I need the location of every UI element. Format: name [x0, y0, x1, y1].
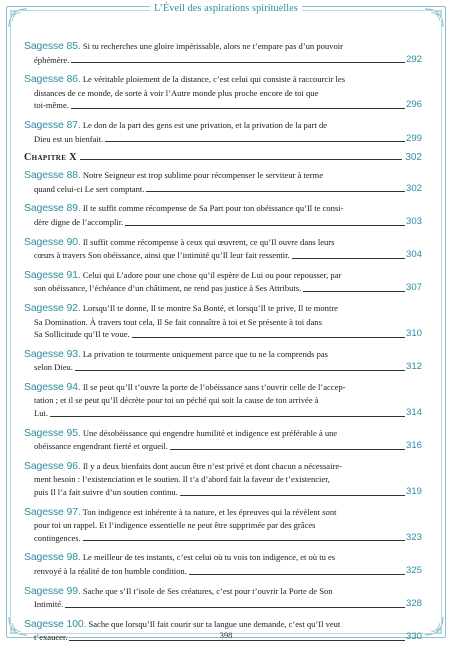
- entry-last-line: [24, 565, 422, 578]
- entry-last-line: [24, 328, 422, 341]
- entry-label: Sagesse 92.: [24, 302, 81, 314]
- entry-text: cœurs à travers Son obéissance, ainsi que l’intimité qu’Il leur fait ressentir.: [34, 250, 290, 261]
- entry-line: [24, 316, 422, 329]
- entry-text: Le meilleur de tes instants, c’est celui où tu vois ton indigence, et où tu es: [82, 552, 336, 563]
- entry-text: tation ; et il se peut qu’Il décrète pour toi un péché qui soit la cause de ton arrivée à: [34, 395, 319, 406]
- chapter-leader: [80, 159, 402, 160]
- entry-text: dère digne de l’accomplir.: [34, 216, 124, 227]
- toc-entry[interactable]: [24, 427, 422, 453]
- entry-line: [24, 302, 422, 316]
- dot-leader: [170, 449, 405, 450]
- entry-text: Lui.: [34, 408, 49, 419]
- table-of-contents: [24, 40, 422, 651]
- dot-leader: [71, 108, 405, 109]
- entry-text: Ton indigence est inhérente à ta nature, et les épreuves qui la révèlent sont: [82, 506, 337, 517]
- dot-leader: [50, 416, 405, 417]
- toc-entry[interactable]: [24, 73, 422, 112]
- chapter-heading[interactable]: [24, 152, 422, 163]
- entry-page-number: 328: [405, 598, 422, 610]
- entry-last-line: [24, 54, 422, 67]
- entry-line: [24, 427, 422, 441]
- entry-text: Une désobéissance qui engendre humilité et indigence est préférable à une: [82, 427, 338, 438]
- entry-text: La privation te tourmente uniquement parce que tu ne la comprends pas: [82, 348, 328, 359]
- entry-last-line: [24, 216, 422, 229]
- entry-last-line: [24, 440, 422, 453]
- entry-text: Il se peut qu’Il t’ouvre la porte de l’obéissance sans t’ouvrir celle de l’accep-: [82, 381, 346, 392]
- dot-leader: [189, 574, 405, 575]
- entry-last-line: [24, 598, 422, 611]
- entry-text: Sache que lorsqu’Il fait courir sur ta langue une demande, c’est qu’Il veut: [88, 618, 341, 629]
- entry-line: [24, 202, 422, 216]
- entry-last-line: [24, 282, 422, 295]
- entry-line: [24, 473, 422, 486]
- entry-label: Sagesse 87.: [24, 119, 81, 131]
- entry-line: [24, 348, 422, 362]
- toc-entry[interactable]: [24, 551, 422, 577]
- entry-text: puis Il l’a fait suivre d’un soutien continu.: [34, 487, 178, 498]
- entry-last-line: [24, 99, 422, 112]
- entry-line: [24, 269, 422, 283]
- entry-text: Sa Domination. À travers tout cela, Il Se fait connaître à toi et Se présente à toi dans: [34, 316, 322, 327]
- toc-entry[interactable]: [24, 169, 422, 195]
- dot-leader: [75, 370, 405, 371]
- dot-leader: [146, 191, 405, 192]
- entry-label: Sagesse 96.: [24, 460, 81, 472]
- entry-label: Sagesse 97.: [24, 506, 81, 518]
- entry-page-number: 316: [405, 440, 422, 452]
- entry-text: ment besoin : l’existenciation et le soutien. Il t’a d’abord fait la faveur de t’existencier,: [34, 474, 330, 485]
- entry-line: [24, 519, 422, 532]
- entry-text: Il te suffit comme récompense de Sa Part pour ton obéissance qu’Il te consi-: [82, 203, 344, 214]
- entry-last-line: [24, 486, 422, 499]
- entry-page-number: 314: [405, 407, 422, 419]
- running-header: L’Éveil des aspirations spirituelles: [154, 3, 298, 14]
- entry-text: Il y a deux bienfaits dont aucun être n’est privé et dont chacun a nécessaire-: [82, 460, 342, 471]
- entry-text: contingences.: [34, 532, 81, 543]
- entry-line: [24, 87, 422, 100]
- entries-before-chapter: [24, 40, 422, 145]
- entry-line: [24, 119, 422, 133]
- entry-text: son obéissance, l’échéance d’un châtiment, ne rend pas justice à Ses Attributs.: [34, 283, 302, 294]
- dot-leader: [303, 291, 405, 292]
- chapter-title: Chapitre X: [24, 152, 77, 164]
- entry-line: [24, 40, 422, 54]
- entry-last-line: [24, 532, 422, 545]
- dot-leader: [132, 337, 405, 338]
- entry-line: [24, 381, 422, 395]
- dot-leader: [292, 258, 405, 259]
- entry-line: [24, 460, 422, 474]
- toc-entry[interactable]: [24, 236, 422, 262]
- toc-entry[interactable]: [24, 202, 422, 228]
- entry-page-number: 303: [405, 215, 422, 227]
- toc-entry[interactable]: [24, 269, 422, 295]
- entry-line: [24, 585, 422, 599]
- entry-text: Lorsqu’Il te donne, Il te montre Sa Bonté, et lorsqu’Il te prive, Il te montre: [82, 302, 338, 313]
- toc-entry[interactable]: [24, 119, 422, 145]
- entry-text: Intimité.: [34, 599, 64, 610]
- entry-text: Notre Seigneur est trop sublime pour récompenser le serviteur à terme: [82, 170, 323, 181]
- entry-last-line: [24, 249, 422, 262]
- entry-label: Sagesse 85.: [24, 41, 81, 52]
- entry-page-number: 310: [405, 328, 422, 340]
- toc-entry[interactable]: [24, 302, 422, 341]
- dot-leader: [69, 640, 405, 641]
- entry-page-number: 323: [405, 531, 422, 543]
- entry-text: distances de ce monde, de sorte à voir l’Autre monde plus proche encore de toi que: [34, 87, 319, 98]
- entry-page-number: 299: [405, 132, 422, 144]
- entry-text: Le don de la part des gens est une privation, et la privation de la part de: [82, 119, 328, 130]
- entry-text: Celui qui L’adore pour une chose qu’il espère de Lui ou pour repousser, par: [82, 269, 342, 280]
- entry-label: Sagesse 95.: [24, 427, 81, 439]
- entry-text: selon Dieu.: [34, 362, 73, 373]
- entry-page-number: 319: [405, 486, 422, 498]
- entry-last-line: [24, 407, 422, 420]
- dot-leader: [71, 62, 405, 63]
- dot-leader: [65, 607, 405, 608]
- entry-line: [24, 73, 422, 87]
- entries-after-chapter: [24, 169, 422, 644]
- entry-text: éphémère.: [34, 54, 70, 65]
- entry-text: obéissance engendrant fierté et orgueil.: [34, 441, 168, 452]
- dot-leader: [180, 495, 405, 496]
- entry-label: Sagesse 98.: [24, 552, 81, 564]
- entry-text: Il suffit comme récompense à ceux qui œuvrent, ce qu’Il ouvre dans leurs: [82, 236, 335, 247]
- entry-last-line: [24, 361, 422, 374]
- entry-page-number: 296: [405, 99, 422, 111]
- entry-page-number: 312: [405, 361, 422, 373]
- toc-entry[interactable]: [24, 506, 422, 545]
- dot-leader: [105, 141, 405, 142]
- entry-page-number: 302: [405, 182, 422, 194]
- entry-label: Sagesse 93.: [24, 348, 81, 360]
- entry-page-number: 330: [405, 631, 422, 643]
- entry-line: [24, 506, 422, 520]
- entry-label: Sagesse 99.: [24, 585, 81, 597]
- entry-label: Sagesse 89.: [24, 203, 81, 215]
- entry-label: Sagesse 90.: [24, 236, 81, 248]
- page-number: 398: [219, 630, 233, 640]
- entry-label: Sagesse 94.: [24, 381, 81, 393]
- toc-entry[interactable]: [24, 40, 422, 66]
- entry-page-number: 304: [405, 249, 422, 261]
- entry-line: [24, 394, 422, 407]
- entry-line: [24, 551, 422, 565]
- entry-last-line: [24, 133, 422, 146]
- entry-text: Le véritable ploiement de la distance, c’est celui qui consiste à raccourcir les: [82, 74, 346, 85]
- toc-entry[interactable]: [24, 460, 422, 499]
- entry-page-number: 307: [405, 282, 422, 294]
- entry-line: [24, 236, 422, 250]
- entry-label: Sagesse 88.: [24, 170, 81, 182]
- entry-text: Si tu recherches une gloire impérissable, alors ne t’empare pas d’un pouvoir: [82, 41, 343, 51]
- toc-entry[interactable]: [24, 381, 422, 420]
- toc-entry[interactable]: [24, 348, 422, 374]
- dot-leader: [83, 540, 405, 541]
- entry-text: t’exaucer.: [34, 632, 68, 643]
- dot-leader: [125, 225, 405, 226]
- entry-text: pour toi un rappel. Et l’indigence essentielle ne peut être supprimée par des grâces: [34, 520, 316, 531]
- entry-label: Sagesse 91.: [24, 269, 81, 281]
- entry-text: Sa Sollicitude qu’Il te voue.: [34, 329, 130, 340]
- entry-text: quand celui-ci Le sert comptant.: [34, 183, 145, 194]
- entry-text: renvoyé à la réalité de ton humble condition.: [34, 566, 187, 576]
- toc-entry[interactable]: [24, 585, 422, 611]
- entry-page-number: 325: [405, 565, 422, 576]
- entry-text: toi-même.: [34, 100, 69, 111]
- entry-last-line: [24, 183, 422, 196]
- entry-text: Sache que s’Il t’isole de Ses créatures, c’est pour t’ouvrir la Porte de Son: [82, 585, 333, 596]
- chapter-page: 302: [405, 152, 422, 164]
- entry-page-number: 292: [405, 53, 422, 65]
- entry-label: Sagesse 86.: [24, 74, 81, 86]
- entry-label: Sagesse 100.: [24, 618, 87, 630]
- entry-line: [24, 169, 422, 183]
- entry-text: Dieu est un bienfait.: [34, 133, 104, 144]
